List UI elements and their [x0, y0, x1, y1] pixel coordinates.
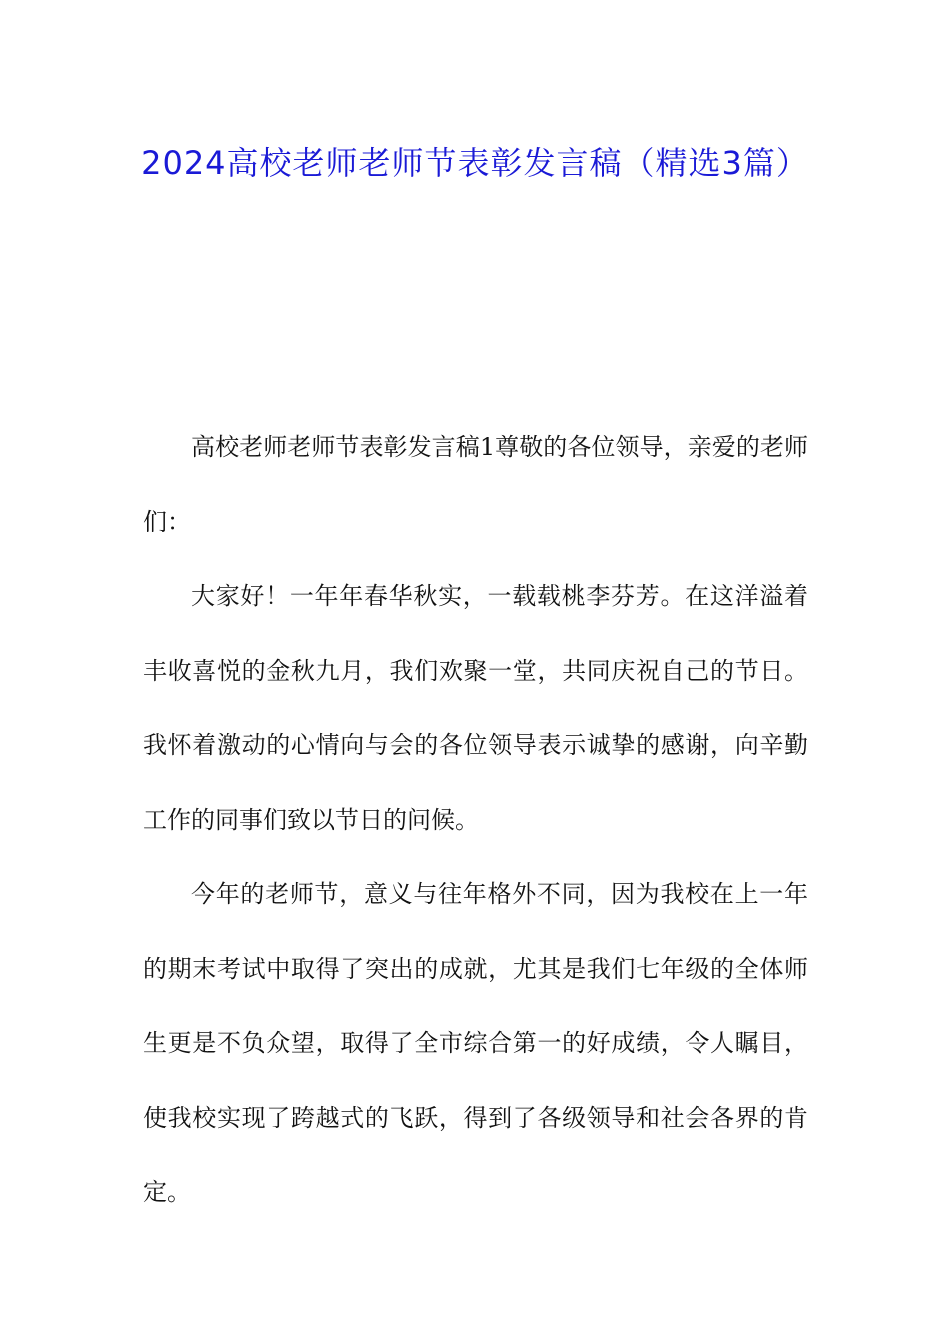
- document-title: 2024高校老师老师节表彰发言稿（精选3篇）: [141, 144, 809, 182]
- document-body: [143, 410, 808, 1230]
- paragraph-3: 今年的老师节，意义与往年格外不同，因为我校在上一年的期末考试中取得了突出的成就，尤其是我们七年级的全体师生更是不负众望，取得了全市综合第一的好成绩，令人瞩目，使我校实现了跨越式的飞跃，得到了各级领导和社会各界的肯定。: [143, 880, 808, 1206]
- paragraph-1: 高校老师老师节表彰发言稿1尊敬的各位领导，亲爱的老师们：: [143, 433, 808, 536]
- paragraph-2: 大家好！一年年春华秋实，一载载桃李芬芳。在这洋溢着丰收喜悦的金秋九月，我们欢聚一堂，共同庆祝自己的节日。我怀着激动的心情向与会的各位领导表示诚挚的感谢，向辛勤工作的同事们致以节日的问候。: [143, 582, 808, 834]
